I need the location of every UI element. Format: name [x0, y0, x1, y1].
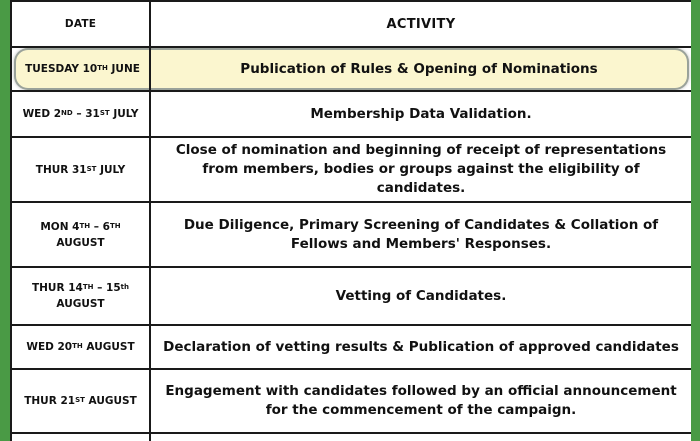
table-row [11, 325, 691, 369]
date-ordinal: TH [72, 342, 83, 350]
date-ordinal: ND [61, 109, 73, 117]
date-text: MON 4 [40, 220, 80, 233]
date-ordinal: th [120, 283, 129, 291]
activity-cell: Declaration of vetting results & Publication of approved candidates [150, 325, 691, 369]
date-ordinal: TH [82, 283, 94, 291]
date-cell [11, 91, 150, 137]
date-cell [11, 47, 150, 91]
date-text: THUR 31 [35, 163, 87, 176]
date-text: TUESDAY 10 [25, 63, 98, 75]
date-text: JULY [96, 163, 126, 176]
date-text: JUNE [107, 63, 140, 75]
activity-cell: Close of nomination and beginning of receipt of representations from members, bodies or groups against the eligibility of candidates. [150, 137, 691, 202]
activity-cell: Engagement with candidates followed by an official announcement for the commencement of the campaign. [150, 369, 691, 433]
activity-cell [150, 47, 691, 91]
date-text: AUGUST [82, 341, 135, 353]
table-row [11, 369, 691, 433]
table-row [11, 267, 691, 325]
date-cell [11, 202, 150, 267]
table-row [11, 91, 691, 137]
date-cell [11, 369, 150, 433]
table-header-row [11, 1, 691, 47]
highlight-pill-activity [151, 48, 689, 90]
date-ordinal: TH [79, 221, 91, 230]
date-ordinal: ST [99, 109, 110, 117]
date-text: WED 20 [26, 341, 73, 353]
table-row-partial [11, 433, 691, 441]
date-cell [11, 137, 150, 202]
schedule-document [10, 0, 691, 441]
date-cell [11, 267, 150, 325]
date-column-header: DATE [11, 1, 150, 47]
table-row-highlighted [11, 47, 691, 91]
date-text: AUGUST [84, 395, 137, 407]
date-text: AUGUST [56, 298, 105, 310]
date-cell [11, 325, 150, 369]
activity-text: Publication of Rules & Opening of Nominations [240, 60, 598, 77]
date-ordinal: ST [86, 164, 97, 173]
schedule-table [10, 0, 691, 441]
date-text: – 6 [90, 220, 110, 233]
date-ordinal: TH [110, 221, 121, 230]
table-row [11, 202, 691, 267]
activity-cell: Vetting of Candidates. [150, 267, 691, 325]
activity-cell: Due Diligence, Primary Screening of Candidates & Collation of Fellows and Members' Responses. [150, 202, 691, 267]
date-text: JULY [109, 108, 139, 120]
activity-cell [150, 433, 691, 441]
date-text: THUR 14 [31, 282, 83, 294]
highlight-pill-date [14, 48, 149, 90]
date-text: – 31 [72, 108, 100, 120]
activity-cell: Membership Data Validation. [150, 91, 691, 137]
date-text: AUGUST [56, 236, 105, 249]
date-ordinal: ST [75, 396, 85, 404]
date-text: THUR 21 [24, 395, 76, 407]
activity-column-header: ACTIVITY [150, 1, 691, 47]
date-text: WED 2 [22, 108, 61, 120]
table-row [11, 137, 691, 202]
date-text: – 15 [93, 282, 121, 294]
date-cell [11, 433, 150, 441]
date-ordinal: TH [97, 64, 108, 72]
